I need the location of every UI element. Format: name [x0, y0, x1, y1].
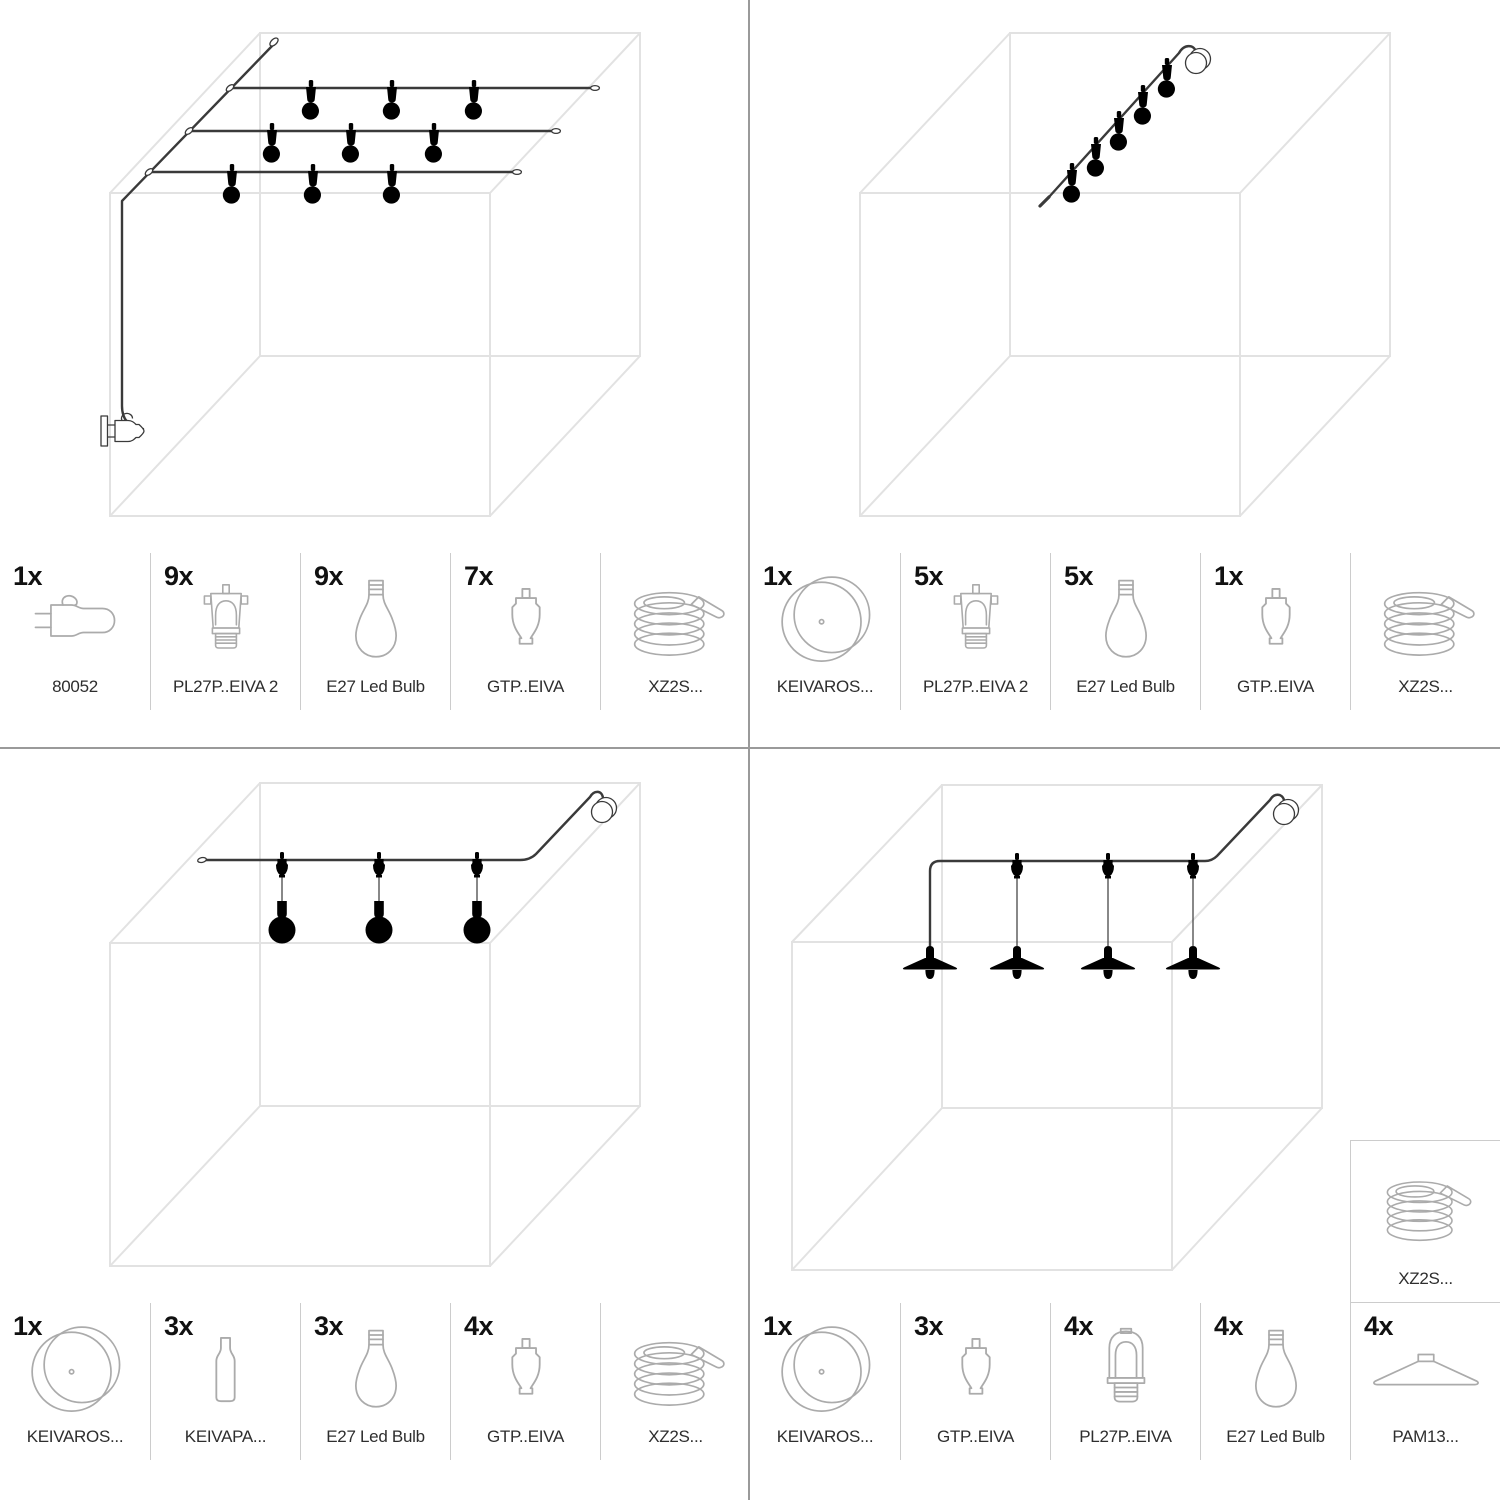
part-cell [300, 553, 450, 710]
part-cell [1050, 553, 1200, 710]
part-code: E27 Led Bulb [326, 677, 425, 696]
quadrant-top-right [750, 0, 1500, 750]
part-quantity: 3x [164, 1311, 194, 1341]
part-quantity: 3x [914, 1311, 944, 1341]
part-quantity: 7x [464, 561, 494, 591]
part-cell [1200, 553, 1350, 710]
part-quantity: 4x [1214, 1311, 1244, 1341]
string-lamp-holder-icon [198, 583, 254, 657]
part-code: KEIVAROS... [776, 677, 874, 696]
flat-shade-icon [1370, 1350, 1482, 1390]
part-code: E27 Led Bulb [1226, 1427, 1325, 1446]
ceiling-rose [1186, 49, 1211, 74]
part-quantity: 4x [1064, 1311, 1094, 1341]
pendant-wiring [930, 795, 1299, 946]
part-cell [0, 553, 150, 710]
part-cell [900, 553, 1050, 710]
part-code: XZ2S... [1398, 1269, 1453, 1288]
part-code: XZ2S... [648, 1427, 703, 1446]
part-code: PL27P..EIVA [1079, 1427, 1172, 1446]
cable-coil-icon [1370, 580, 1482, 661]
part-cell [750, 553, 900, 710]
room-cube [860, 33, 1390, 516]
part-quantity: 9x [164, 561, 194, 591]
ceiling-rose [1274, 800, 1299, 825]
part-code: GTP..EIVA [937, 1427, 1014, 1446]
part-quantity: 9x [314, 561, 344, 591]
part-cell [450, 1303, 600, 1460]
garland-wiring [1040, 46, 1211, 206]
led-bulb-icon [1248, 1328, 1304, 1412]
part-cell [450, 553, 600, 710]
room-cube [110, 33, 640, 516]
part-code: GTP..EIVA [1237, 677, 1314, 696]
ceiling-rose [592, 798, 617, 823]
part-quantity: 5x [914, 561, 944, 591]
part-code: 80052 [52, 677, 98, 696]
part-quantity: 1x [763, 1311, 793, 1341]
part-quantity: 1x [13, 1311, 43, 1341]
string-light-units [223, 80, 482, 204]
led-bulb-icon [348, 578, 404, 662]
part-code: GTP..EIVA [487, 677, 564, 696]
diagram-string-garland-grid [0, 0, 750, 553]
part-code: KEIVAROS... [776, 1427, 874, 1446]
part-cell [1350, 553, 1500, 710]
quadrant-bottom-right [750, 750, 1500, 1500]
quadrant-bottom-left [0, 750, 750, 1500]
part-quantity: 1x [1214, 561, 1244, 591]
led-bulb-icon [1098, 578, 1154, 662]
part-cell [1350, 1303, 1500, 1460]
plug-icon [32, 593, 118, 648]
part-quantity: 4x [1364, 1311, 1394, 1341]
room-cube [110, 783, 640, 1266]
wall-plug [101, 413, 144, 446]
part-code: PAM13... [1392, 1427, 1459, 1446]
cable-gland-icon [1255, 587, 1297, 653]
part-cell [1200, 1303, 1350, 1460]
string-lamp-holder-icon [948, 583, 1004, 657]
part-cell [300, 1303, 450, 1460]
part-code: GTP..EIVA [487, 1427, 564, 1446]
part-code: XZ2S... [648, 677, 703, 696]
led-bulb-icon [348, 1328, 404, 1412]
part-code: PL27P..EIVA 2 [922, 677, 1029, 696]
part-cell [750, 1303, 900, 1460]
pendant-lamp-holder-icon [1097, 1327, 1155, 1413]
cable-gland-icon [955, 1337, 997, 1403]
center-horizontal-divider [0, 747, 1500, 749]
string-light-units [1063, 58, 1175, 203]
parts-list [0, 553, 750, 710]
part-cell [150, 553, 300, 710]
part-code: E27 Led Bulb [326, 1427, 425, 1446]
quadrant-top-left [0, 0, 750, 750]
part-code: KEIVAROS... [26, 1427, 124, 1446]
center-vertical-divider [748, 0, 750, 1500]
parts-list [0, 1303, 750, 1460]
diagram-string-garland-diagonal [750, 0, 1500, 553]
part-quantity: 1x [763, 561, 793, 591]
room-cube [792, 785, 1322, 1270]
cable-coil-icon [620, 580, 732, 661]
part-code: E27 Led Bulb [1076, 677, 1175, 696]
part-cell [600, 553, 750, 710]
part-quantity: 3x [314, 1311, 344, 1341]
part-cell [0, 1303, 150, 1460]
cable-gland-icon [505, 587, 547, 653]
part-code: KEIVAPA... [184, 1427, 267, 1446]
part-cell [600, 1303, 750, 1460]
cable-coil-icon [1374, 1170, 1478, 1246]
part-quantity: 4x [464, 1311, 494, 1341]
part-cell [1050, 1303, 1200, 1460]
cable-gland-icon [505, 1337, 547, 1403]
cable-coil-icon [620, 1330, 732, 1411]
part-quantity: 1x [13, 561, 43, 591]
part-cell-extra [1350, 1140, 1500, 1303]
diagram-three-pendants [0, 750, 750, 1303]
parts-list [750, 553, 1500, 710]
part-quantity: 5x [1064, 561, 1094, 591]
parts-list [750, 1303, 1500, 1460]
part-code: XZ2S... [1398, 677, 1453, 696]
garland-wiring [101, 37, 599, 446]
part-cell [900, 1303, 1050, 1460]
part-cell [150, 1303, 300, 1460]
porcelain-bottle-holder-icon [209, 1335, 242, 1405]
part-code: PL27P..EIVA 2 [172, 677, 279, 696]
